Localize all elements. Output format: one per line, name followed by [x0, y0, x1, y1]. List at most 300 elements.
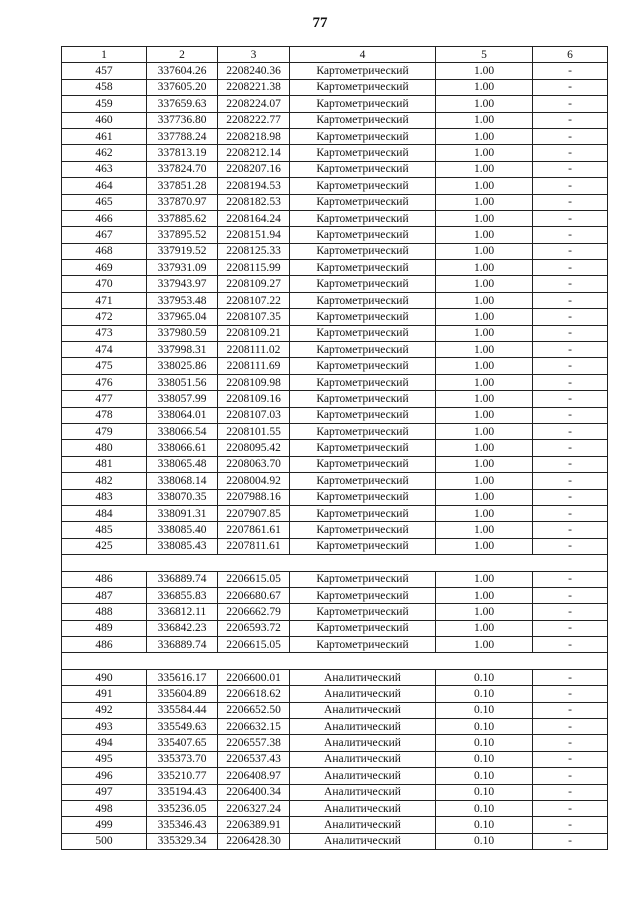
table-row [62, 587, 608, 603]
table-row [62, 456, 608, 472]
coordinates-table [61, 46, 608, 850]
table-cell: 338085.40 [147, 522, 218, 538]
table-row [62, 309, 608, 325]
table-row [62, 112, 608, 128]
table-cell: 0.10 [436, 751, 533, 767]
table-cell: 2206680.67 [218, 587, 290, 603]
table-cell: - [533, 571, 608, 587]
table-cell: 1.00 [436, 309, 533, 325]
table-cell: 497 [62, 784, 147, 800]
table-cell: 425 [62, 538, 147, 554]
table-row [62, 145, 608, 161]
table-cell: - [533, 391, 608, 407]
table-cell: 338065.48 [147, 456, 218, 472]
table-cell: 2208164.24 [218, 210, 290, 226]
table-cell: 2208109.98 [218, 374, 290, 390]
table-cell: - [533, 735, 608, 751]
table-cell: 337659.63 [147, 96, 218, 112]
table-cell: 335236.05 [147, 800, 218, 816]
table-cell: 485 [62, 522, 147, 538]
table-row [62, 243, 608, 259]
table-cell: 0.10 [436, 768, 533, 784]
table-cell: 2208063.70 [218, 456, 290, 472]
table-cell: 335210.77 [147, 768, 218, 784]
table-cell: 481 [62, 456, 147, 472]
table-cell: 0.10 [436, 817, 533, 833]
table-cell: Аналитический [290, 686, 436, 702]
table-cell: 500 [62, 833, 147, 849]
table-cell: 490 [62, 669, 147, 685]
table-cell: 479 [62, 423, 147, 439]
table-cell: 337998.31 [147, 342, 218, 358]
table-cell: 469 [62, 260, 147, 276]
table-cell: 2206428.30 [218, 833, 290, 849]
table-cell: 337604.26 [147, 63, 218, 79]
table-cell: Картометрический [290, 276, 436, 292]
table-cell: 470 [62, 276, 147, 292]
table-cell: - [533, 292, 608, 308]
table-cell: Картометрический [290, 538, 436, 554]
table-row [62, 358, 608, 374]
table-row [62, 161, 608, 177]
table-row [62, 768, 608, 784]
table-row [62, 505, 608, 521]
table-cell: Картометрический [290, 620, 436, 636]
table-cell: 1.00 [436, 210, 533, 226]
table-row [62, 833, 608, 849]
table-cell: 338068.14 [147, 473, 218, 489]
table-cell: Картометрический [290, 374, 436, 390]
table-cell: 492 [62, 702, 147, 718]
column-header: 4 [290, 47, 436, 63]
table-cell: - [533, 358, 608, 374]
table-row [62, 227, 608, 243]
table-cell: 484 [62, 505, 147, 521]
table-cell: 2206400.34 [218, 784, 290, 800]
table-cell: 1.00 [436, 391, 533, 407]
table-cell: - [533, 768, 608, 784]
table-cell: 2208115.99 [218, 260, 290, 276]
table-cell: 2206652.50 [218, 702, 290, 718]
table-cell: - [533, 751, 608, 767]
table-cell: 496 [62, 768, 147, 784]
table-cell: 1.00 [436, 440, 533, 456]
table-cell: 2206600.01 [218, 669, 290, 685]
table-cell: Картометрический [290, 260, 436, 276]
table-row [62, 210, 608, 226]
table-cell: 1.00 [436, 260, 533, 276]
separator-row [62, 653, 608, 669]
table-cell: 337943.97 [147, 276, 218, 292]
table-cell: 1.00 [436, 243, 533, 259]
table-cell: Картометрический [290, 161, 436, 177]
table-cell: - [533, 538, 608, 554]
table-cell: 2208109.16 [218, 391, 290, 407]
table-cell: 487 [62, 587, 147, 603]
table-cell: 336889.74 [147, 571, 218, 587]
table-cell: 1.00 [436, 194, 533, 210]
table-cell: 2207907.85 [218, 505, 290, 521]
table-cell: - [533, 309, 608, 325]
table-cell: 463 [62, 161, 147, 177]
table-row [62, 128, 608, 144]
table-cell: 2206615.05 [218, 637, 290, 653]
table-cell: Картометрический [290, 440, 436, 456]
table-cell: - [533, 374, 608, 390]
table-cell: Аналитический [290, 735, 436, 751]
table-cell: 483 [62, 489, 147, 505]
table-cell: 2208101.55 [218, 423, 290, 439]
table-cell: Картометрический [290, 145, 436, 161]
table-cell: 335194.43 [147, 784, 218, 800]
table-cell: - [533, 702, 608, 718]
table-cell: 2208109.27 [218, 276, 290, 292]
table-cell: 491 [62, 686, 147, 702]
table-cell: 2206389.91 [218, 817, 290, 833]
table-cell: 2206408.97 [218, 768, 290, 784]
table-cell: 1.00 [436, 325, 533, 341]
table-cell: 473 [62, 325, 147, 341]
table-cell: - [533, 833, 608, 849]
table-cell: 337851.28 [147, 178, 218, 194]
table-cell: 1.00 [436, 145, 533, 161]
table-cell: 2207811.61 [218, 538, 290, 554]
table-cell: Картометрический [290, 243, 436, 259]
table-cell: 489 [62, 620, 147, 636]
table-cell: - [533, 325, 608, 341]
table-cell: 335584.44 [147, 702, 218, 718]
table-cell: 2206618.62 [218, 686, 290, 702]
table-cell: Картометрический [290, 456, 436, 472]
table-cell: 338070.35 [147, 489, 218, 505]
table-cell: - [533, 423, 608, 439]
table-cell: Картометрический [290, 391, 436, 407]
table-cell: 337870.97 [147, 194, 218, 210]
table-cell: 2208107.35 [218, 309, 290, 325]
table-cell: 2208221.38 [218, 79, 290, 95]
table-cell: - [533, 210, 608, 226]
table-row [62, 391, 608, 407]
table-cell: 1.00 [436, 128, 533, 144]
table-cell: Картометрический [290, 407, 436, 423]
table-cell: Картометрический [290, 96, 436, 112]
table-cell: - [533, 473, 608, 489]
table-row [62, 440, 608, 456]
table-cell: 468 [62, 243, 147, 259]
table-cell: 1.00 [436, 456, 533, 472]
table-cell: 338066.61 [147, 440, 218, 456]
table-cell: 2208212.14 [218, 145, 290, 161]
table-cell: 0.10 [436, 833, 533, 849]
table-cell: - [533, 63, 608, 79]
table-cell: 477 [62, 391, 147, 407]
table-cell: - [533, 227, 608, 243]
table-cell: Картометрический [290, 63, 436, 79]
table-cell: 476 [62, 374, 147, 390]
table-cell: 338057.99 [147, 391, 218, 407]
table-cell: 335549.63 [147, 719, 218, 735]
table-cell: - [533, 456, 608, 472]
table-cell: 338051.56 [147, 374, 218, 390]
table-cell: 2208224.07 [218, 96, 290, 112]
table-row [62, 194, 608, 210]
table-row [62, 292, 608, 308]
table-header-row [62, 47, 608, 63]
table-cell: Картометрический [290, 194, 436, 210]
table-cell: - [533, 276, 608, 292]
table-cell: 486 [62, 571, 147, 587]
table-cell: 2206615.05 [218, 571, 290, 587]
table-cell: 474 [62, 342, 147, 358]
table-cell: Картометрический [290, 325, 436, 341]
table-cell: Картометрический [290, 309, 436, 325]
table-cell: 465 [62, 194, 147, 210]
table-cell: 338066.54 [147, 423, 218, 439]
table-cell: 458 [62, 79, 147, 95]
table-row [62, 571, 608, 587]
table-cell: Аналитический [290, 719, 436, 735]
table-cell: 2208111.02 [218, 342, 290, 358]
table-cell: Картометрический [290, 637, 436, 653]
table-cell: 1.00 [436, 587, 533, 603]
table-cell: 1.00 [436, 63, 533, 79]
table-cell: 2208095.42 [218, 440, 290, 456]
table-cell: 338064.01 [147, 407, 218, 423]
table-cell: 336842.23 [147, 620, 218, 636]
table-cell: - [533, 112, 608, 128]
table-cell: - [533, 440, 608, 456]
table-row [62, 604, 608, 620]
table-cell: 0.10 [436, 784, 533, 800]
table-cell: 1.00 [436, 538, 533, 554]
table-cell: 499 [62, 817, 147, 833]
table-row [62, 784, 608, 800]
table-cell: 472 [62, 309, 147, 325]
table-cell: 1.00 [436, 473, 533, 489]
table-cell: 1.00 [436, 227, 533, 243]
table-cell: 2208125.33 [218, 243, 290, 259]
table-cell: 480 [62, 440, 147, 456]
table-cell: 459 [62, 96, 147, 112]
table-cell: 2208218.98 [218, 128, 290, 144]
table-cell: 338091.31 [147, 505, 218, 521]
table-cell: Картометрический [290, 489, 436, 505]
table-row [62, 735, 608, 751]
table-cell: 498 [62, 800, 147, 816]
table-cell: - [533, 522, 608, 538]
table-cell: 1.00 [436, 342, 533, 358]
table-cell: 2206593.72 [218, 620, 290, 636]
table-row [62, 79, 608, 95]
table-cell: - [533, 489, 608, 505]
table-cell: 2206557.38 [218, 735, 290, 751]
table-cell: 2207861.61 [218, 522, 290, 538]
table-body [62, 63, 608, 850]
table-cell: Аналитический [290, 702, 436, 718]
table-cell: Картометрический [290, 227, 436, 243]
table-cell: 2208107.03 [218, 407, 290, 423]
table-cell: 335604.89 [147, 686, 218, 702]
table-cell: 2207988.16 [218, 489, 290, 505]
table-cell: 462 [62, 145, 147, 161]
table-cell: - [533, 604, 608, 620]
table-cell: 475 [62, 358, 147, 374]
table-cell: Аналитический [290, 669, 436, 685]
table-cell: 1.00 [436, 374, 533, 390]
table-cell: Аналитический [290, 800, 436, 816]
table-cell: 1.00 [436, 522, 533, 538]
table-row [62, 325, 608, 341]
table-cell: 337885.62 [147, 210, 218, 226]
table-row [62, 620, 608, 636]
table-cell: Картометрический [290, 79, 436, 95]
empty-cell [62, 555, 608, 571]
table-cell: 2208194.53 [218, 178, 290, 194]
table-cell: - [533, 719, 608, 735]
table-cell: 1.00 [436, 571, 533, 587]
table-cell: 1.00 [436, 505, 533, 521]
table-row [62, 686, 608, 702]
table-cell: Картометрический [290, 128, 436, 144]
table-cell: 2208004.92 [218, 473, 290, 489]
table-cell: 471 [62, 292, 147, 308]
table-row [62, 423, 608, 439]
column-header: 6 [533, 47, 608, 63]
table-cell: 1.00 [436, 276, 533, 292]
table-cell: 478 [62, 407, 147, 423]
table-cell: 337824.70 [147, 161, 218, 177]
table-row [62, 342, 608, 358]
table-row [62, 260, 608, 276]
table-cell: 337813.19 [147, 145, 218, 161]
table-cell: 337788.24 [147, 128, 218, 144]
table-cell: Картометрический [290, 358, 436, 374]
table-cell: 460 [62, 112, 147, 128]
table-cell: 2208109.21 [218, 325, 290, 341]
table-row [62, 538, 608, 554]
table-cell: 1.00 [436, 79, 533, 95]
table-cell: Аналитический [290, 817, 436, 833]
table-cell: 335346.43 [147, 817, 218, 833]
table-row [62, 63, 608, 79]
table-cell: - [533, 620, 608, 636]
table-cell: Картометрический [290, 587, 436, 603]
table-row [62, 178, 608, 194]
table-cell: 335407.65 [147, 735, 218, 751]
table-cell: 0.10 [436, 669, 533, 685]
table-cell: 488 [62, 604, 147, 620]
table-cell: - [533, 128, 608, 144]
table-cell: Картометрический [290, 342, 436, 358]
table-cell: 1.00 [436, 178, 533, 194]
table-row [62, 800, 608, 816]
table-cell: 2206632.15 [218, 719, 290, 735]
table-cell: 336812.11 [147, 604, 218, 620]
table-cell: 2208222.77 [218, 112, 290, 128]
table-cell: 336889.74 [147, 637, 218, 653]
table-row [62, 96, 608, 112]
table-cell: Картометрический [290, 522, 436, 538]
column-header: 3 [218, 47, 290, 63]
table-cell: Аналитический [290, 784, 436, 800]
table-cell: 335329.34 [147, 833, 218, 849]
table-cell: 0.10 [436, 735, 533, 751]
table-cell: Картометрический [290, 178, 436, 194]
table-cell: 337931.09 [147, 260, 218, 276]
table-cell: 466 [62, 210, 147, 226]
table-cell: Картометрический [290, 210, 436, 226]
table-cell: - [533, 194, 608, 210]
table-cell: - [533, 669, 608, 685]
table-cell: 457 [62, 63, 147, 79]
table-cell: 337895.52 [147, 227, 218, 243]
table-cell: 1.00 [436, 620, 533, 636]
table-cell: 461 [62, 128, 147, 144]
table-cell: - [533, 784, 608, 800]
table-cell: 495 [62, 751, 147, 767]
table-row [62, 751, 608, 767]
table-cell: - [533, 342, 608, 358]
table-row [62, 407, 608, 423]
table-cell: - [533, 587, 608, 603]
table-row [62, 374, 608, 390]
table-row [62, 719, 608, 735]
table-cell: 1.00 [436, 423, 533, 439]
table-cell: 493 [62, 719, 147, 735]
table-cell: 337965.04 [147, 309, 218, 325]
table-cell: 338025.86 [147, 358, 218, 374]
table-cell: 1.00 [436, 604, 533, 620]
table-row [62, 276, 608, 292]
table-cell: 337736.80 [147, 112, 218, 128]
table-cell: 335616.17 [147, 669, 218, 685]
column-header: 5 [436, 47, 533, 63]
table-cell: 2208107.22 [218, 292, 290, 308]
table-cell: - [533, 505, 608, 521]
table-cell: 0.10 [436, 702, 533, 718]
column-header: 2 [147, 47, 218, 63]
table-cell: 1.00 [436, 637, 533, 653]
table-cell: - [533, 145, 608, 161]
table-cell: 467 [62, 227, 147, 243]
table-row [62, 637, 608, 653]
table-cell: 2208240.36 [218, 63, 290, 79]
table-cell: 1.00 [436, 489, 533, 505]
table-cell: Картометрический [290, 112, 436, 128]
table-cell: Аналитический [290, 751, 436, 767]
table-cell: - [533, 407, 608, 423]
table-cell: Аналитический [290, 768, 436, 784]
table-cell: - [533, 79, 608, 95]
table-cell: - [533, 686, 608, 702]
table-cell: - [533, 817, 608, 833]
table-cell: 337953.48 [147, 292, 218, 308]
table-cell: 1.00 [436, 161, 533, 177]
table-cell: 337980.59 [147, 325, 218, 341]
table-cell: 335373.70 [147, 751, 218, 767]
table-cell: 2206537.43 [218, 751, 290, 767]
table-cell: 0.10 [436, 686, 533, 702]
table-cell: 0.10 [436, 719, 533, 735]
separator-row [62, 555, 608, 571]
table-cell: - [533, 637, 608, 653]
table-cell: Картометрический [290, 604, 436, 620]
table-row [62, 817, 608, 833]
table-cell: 1.00 [436, 358, 533, 374]
table-row [62, 669, 608, 685]
table-cell: - [533, 178, 608, 194]
table-cell: 337605.20 [147, 79, 218, 95]
